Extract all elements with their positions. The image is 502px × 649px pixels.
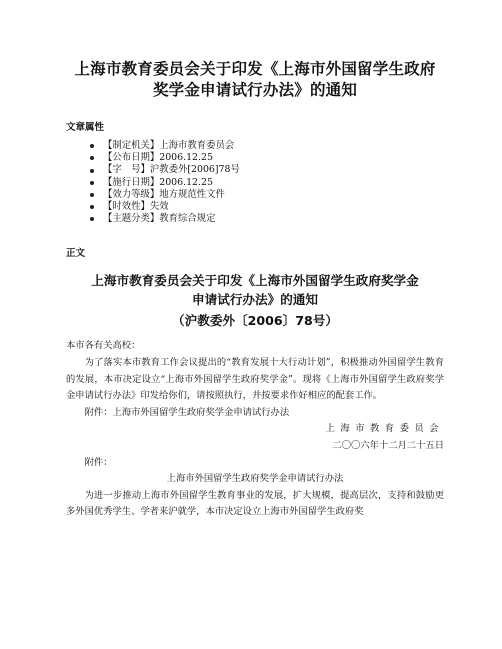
paragraph-1: 为了落实本市教育工作会议提出的“教育发展十大行动计划”，积极推动外国留学生教育的发展，本市决定设立“上海市外国留学生政府奖学金”。现将《上海市外国留学生政府奖学金申请试行办法》印发给你们，请按照执行，并按要求作好相应的配套工作。 (66, 357, 444, 402)
attributes-heading: 文章属性 (66, 122, 105, 133)
headline-line-1: 上海市教育委员会关于印发《上海市外国留学生政府奖学金 (91, 273, 419, 289)
issue-date: 二〇〇六年十二月二十五日 (332, 439, 444, 451)
bullet-icon (90, 169, 94, 173)
document-number: （沪教委外〔2006〕78号） (172, 313, 338, 329)
salutation: 本市各有关高校： (66, 340, 141, 352)
attributes-list (90, 140, 444, 225)
list-item: 【效力等级】地方规范性文件 (90, 189, 444, 201)
bullet-icon (90, 217, 94, 221)
list-item: 【制定机关】上海市教育委员会 (90, 140, 444, 152)
bullet-icon (90, 144, 94, 148)
list-item: 【字 号】沪教委外[2006]78号 (90, 164, 444, 176)
list-item: 【时效性】失效 (90, 201, 444, 213)
attachment-line: 附件：上海市外国留学生政府奖学金申请试行办法 (84, 406, 290, 418)
bullet-icon (90, 205, 94, 209)
list-item: 【主题分类】教育综合规定 (90, 213, 444, 225)
issuer: 上海市教育委员会 (325, 423, 444, 435)
bullet-icon (90, 193, 94, 197)
document-title (66, 0, 444, 101)
headline-line-2: 申请试行办法》的通知 (192, 292, 318, 308)
notice-headline (66, 271, 444, 309)
paragraph-2: 为进一步推动上海市外国留学生教育事业的发展，扩大规模，提高层次，支持和鼓励更多外国优秀学生、学者来沪就学，本市决定设立上海市外国留学生政府奖 (66, 489, 444, 518)
attachment-label: 附件： (84, 456, 113, 468)
bullet-icon (90, 156, 94, 160)
body-heading: 正文 (66, 248, 86, 260)
list-item: 【施行日期】2006.12.25 (90, 177, 444, 189)
bullet-icon (90, 181, 94, 185)
title-line-1: 上海市教育委员会关于印发《上海市外国留学生政府 (74, 60, 436, 78)
title-line-2: 奖学金申请试行办法》的通知 (152, 81, 358, 99)
list-item: 【公布日期】2006.12.25 (90, 152, 444, 164)
attachment-title: 上海市外国留学生政府奖学金申请试行办法 (166, 473, 344, 485)
